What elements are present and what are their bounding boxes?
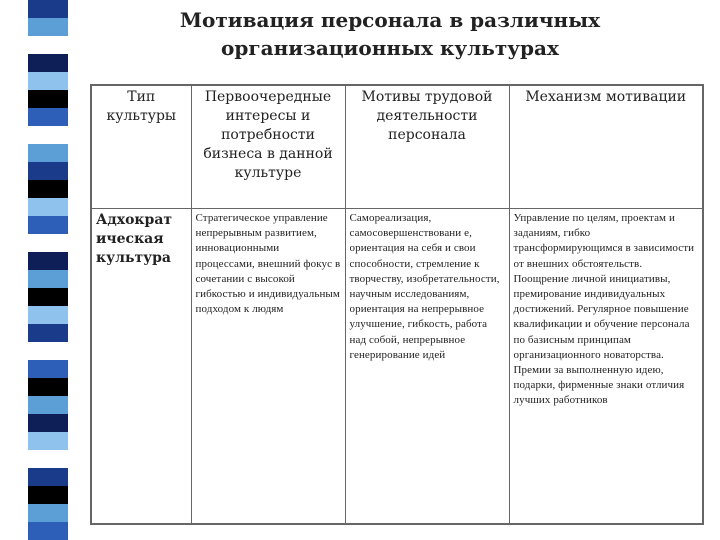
- cell-work-motives: Самореализация, самосовершенствовани е, ориентация на себя и свои способности, стремление к творчеству, изобретательности, научным исследованиям, ориентация на непрерывное улучшение, гибкость, работа над собой, непрерывное генерирование идей: [345, 209, 509, 525]
- strip-segment: [28, 324, 68, 342]
- strip-segment: [28, 36, 68, 54]
- strip-segment: [28, 0, 68, 18]
- strip-segment: [28, 216, 68, 234]
- header-motivation-mechanism: Механизм мотивации: [509, 85, 703, 209]
- strip-segment: [28, 306, 68, 324]
- strip-segment: [28, 198, 68, 216]
- strip-segment: [28, 108, 68, 126]
- strip-segment: [28, 162, 68, 180]
- cell-motivation-mechanism: Управление по целям, проектам и заданиям, гибко трансформирующимся в зависимости от внешних обстоятельств. Поощрение личной инициативы, премирование индивидуальных достижений. Регулярное повышение квалификации и обучение персонала по базисным принципам организационного новаторства. Премии за выполненную идею, подарки, фирменные знаки отличия лучших работников: [509, 209, 703, 525]
- header-work-motives: Мотивы трудовой деятельности персонала: [345, 85, 509, 209]
- strip-segment: [28, 432, 68, 450]
- strip-segment: [28, 396, 68, 414]
- header-culture-type: Тип культуры: [91, 85, 191, 209]
- strip-segment: [28, 522, 68, 540]
- strip-segment: [28, 342, 68, 360]
- cell-culture-type: Адхократ ическая культура: [91, 209, 191, 525]
- strip-segment: [28, 378, 68, 396]
- table-header-row: [91, 85, 703, 209]
- strip-segment: [28, 72, 68, 90]
- strip-segment: [28, 360, 68, 378]
- cell-business-interests: Стратегическое управление непрерывным развитием, инновационными процессами, внешний фокус в сочетании с высокой гибкостью и индивидуальным подходом к людям: [191, 209, 345, 525]
- strip-segment: [28, 468, 68, 486]
- strip-segment: [28, 90, 68, 108]
- strip-segment: [28, 270, 68, 288]
- strip-segment: [28, 288, 68, 306]
- strip-segment: [28, 18, 68, 36]
- strip-segment: [28, 252, 68, 270]
- strip-segment: [28, 126, 68, 144]
- table-row: [91, 209, 703, 525]
- strip-segment: [28, 234, 68, 252]
- strip-segment: [28, 486, 68, 504]
- page-title: Мотивация персонала в различных организационных культурах: [179, 8, 601, 60]
- strip-segment: [28, 180, 68, 198]
- strip-segment: [28, 144, 68, 162]
- header-business-interests: Первоочередные интересы и потребности бизнеса в данной культуре: [191, 85, 345, 209]
- motivation-table: [90, 84, 704, 525]
- decorative-color-strip: [28, 0, 68, 540]
- strip-segment: [28, 414, 68, 432]
- strip-segment: [28, 54, 68, 72]
- strip-segment: [28, 450, 68, 468]
- strip-segment: [28, 504, 68, 522]
